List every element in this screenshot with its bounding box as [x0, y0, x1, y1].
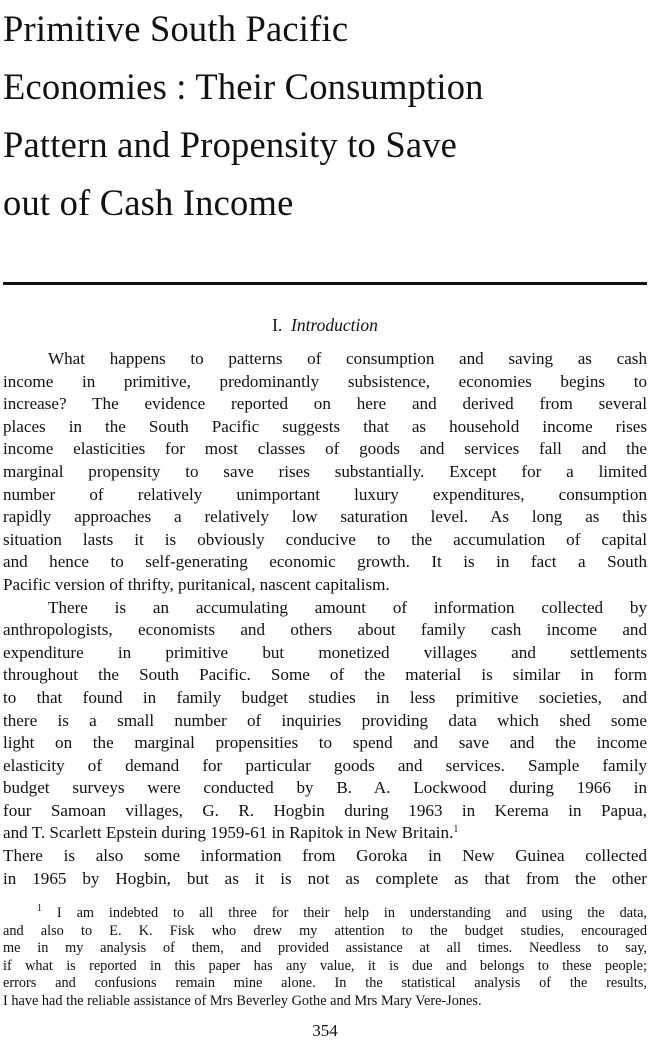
text-line-content: and T. Scarlett Epstein during 1959-61 in Rapitok in New Britain. — [3, 823, 454, 843]
text-line — [3, 822, 647, 845]
text-line: income elasticities for most classes of goods and services fall and the — [3, 439, 647, 459]
section-number: I. — [272, 315, 283, 335]
text-line: elasticity of demand for particular goods and services. Sample family — [3, 755, 647, 775]
text-line: and hence to self-generating economic growth. It is in fact a South — [3, 552, 647, 572]
paragraph-1 — [3, 348, 647, 597]
text-line: to that found in family budget studies in less primitive societies, and — [3, 687, 647, 707]
title-line: out of Cash Income — [3, 182, 294, 223]
body-text — [3, 348, 647, 890]
text-line: number of relatively unimportant luxury expenditures, consumption — [3, 484, 647, 504]
footnote-line: errors and confusions remain mine alone. In the statistical analysis of the results, — [3, 975, 647, 992]
title-line: Economies : Their Consumption — [3, 66, 484, 107]
footnote-line: me in my analysis of them, and provided assistance at all times. Needless to say, — [3, 940, 647, 957]
text-line: anthropologists, economists and others about family cash income and — [3, 620, 647, 640]
footnote-line: if what is reported in this paper has any value, it is due and belongs to these people; — [3, 957, 647, 974]
footnote-line — [3, 905, 647, 923]
section-title: Introduction — [291, 315, 378, 335]
text-line: expenditure in primitive but monetized villages and settlements — [3, 642, 647, 662]
text-line: throughout the South Pacific. Some of the material is similar in form — [3, 665, 647, 685]
text-line: marginal propensity to save rises substantially. Except for a limited — [3, 461, 647, 481]
footnote-reference: 1 — [453, 824, 459, 836]
footnote-line: and also to E. K. Fisk who drew my attention to the budget studies, encouraged — [3, 922, 647, 939]
text-line: What happens to patterns of consumption and saving as cash — [48, 349, 647, 368]
title-line: Primitive South Pacific — [3, 8, 349, 49]
text-line: four Samoan villages, G. R. Hogbin during 1963 in Kerema in Papua, — [3, 800, 647, 820]
text-line: in 1965 by Hogbin, but as it is not as complete as that from the other — [3, 868, 647, 888]
text-line: there is a small number of inquiries providing data which shed some — [3, 710, 647, 730]
text-line: There is also some information from Goroka in New Guinea collected — [3, 846, 647, 866]
footnote-line-content: I am indebted to all three for their help in understanding and using the data, — [56, 905, 648, 921]
title-divider — [3, 282, 647, 285]
page-number: 354 — [312, 1021, 338, 1040]
text-line: There is an accumulating amount of information collected by — [48, 597, 647, 617]
title-line: Pattern and Propensity to Save — [3, 124, 458, 165]
text-line: rapidly approaches a relatively low saturation level. As long as this — [3, 507, 647, 527]
text-line: light on the marginal propensities to spend and save and the income — [3, 733, 647, 753]
text-line: income in primitive, predominantly subsistence, economies begins to — [3, 371, 647, 391]
text-line: budget surveys were conducted by B. A. Lockwood during 1966 in — [3, 778, 647, 798]
footnote-marker: 1 — [37, 903, 42, 914]
text-line: Pacific version of thrifty, puritanical, nascent capitalism. — [3, 574, 390, 594]
text-line: situation lasts it is obviously conducive to the accumulation of capital — [3, 529, 647, 549]
section-heading — [0, 314, 650, 336]
article-title — [3, 0, 643, 232]
footnote — [3, 905, 647, 1011]
text-line: places in the South Pacific suggests that as household income rises — [3, 416, 647, 436]
footnote-line: I have had the reliable assistance of Mrs Beverley Gothe and Mrs Mary Vere-Jones. — [3, 992, 482, 1009]
text-line: increase? The evidence reported on here and derived from several — [3, 394, 647, 414]
paragraph-2 — [3, 597, 647, 891]
